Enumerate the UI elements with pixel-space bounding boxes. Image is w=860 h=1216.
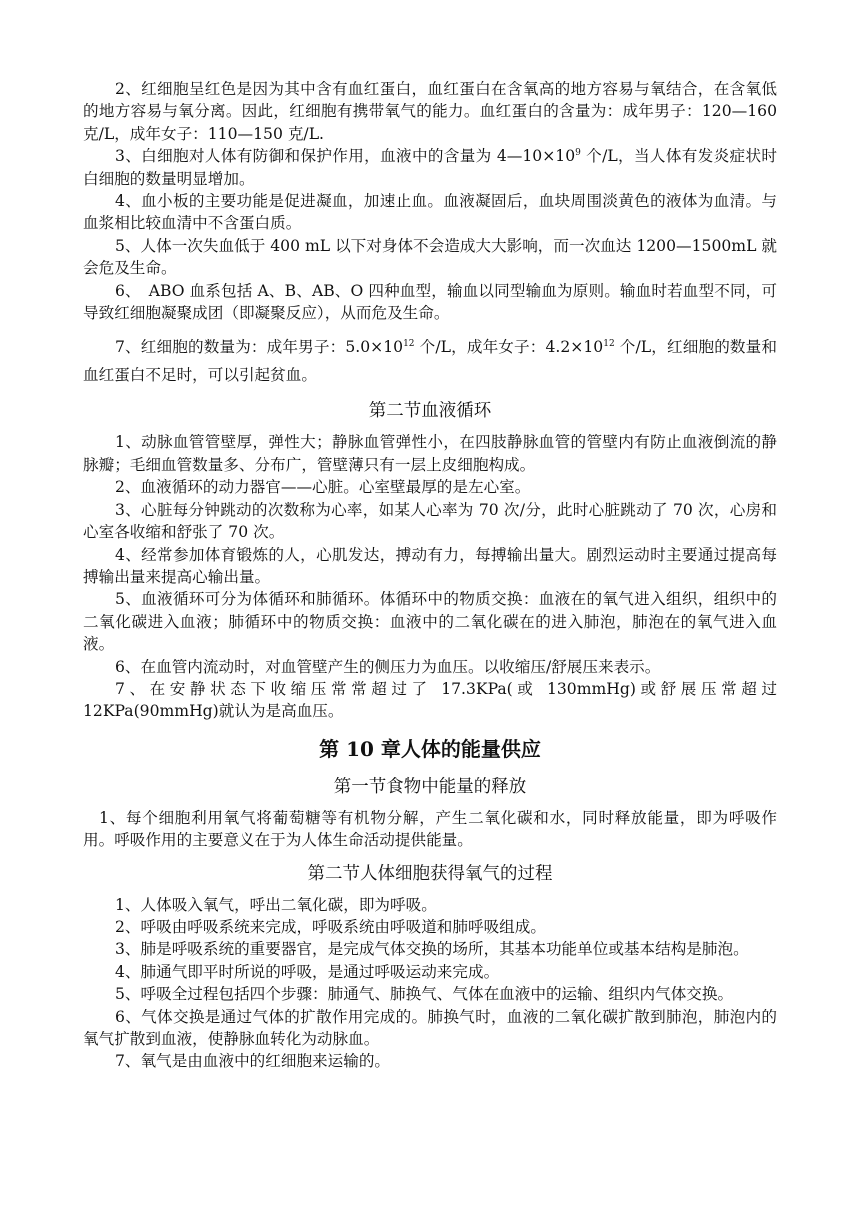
section-title-energy: 第一节食物中能量的释放 [333, 776, 527, 797]
blood-item-7-text-end: 个/L，红细胞的数量和血红蛋白不足时，可以引起贫血。 [83, 338, 777, 385]
blood-item-3-text: 3、白细胞对人体有防御和保护作用，血液中的含量为 4—10×10 [115, 147, 576, 166]
blood-item-3-text-end: 个/L，当人体有发炎症状时白细胞的数量明显增加。 [83, 147, 777, 188]
circulation-item: 5、血液循环可分为体循环和肺循环。体循环中的物质交换：血液在的氧气进入组织，组织中的二氧化碳进入血液；肺循环中的物质交换：血液中的二氧化碳在的进入肺泡，肺泡在的氧气进入血液。 [83, 590, 777, 654]
blood-item-7 [83, 333, 777, 389]
blood-item-3 [83, 145, 777, 190]
oxygen-item: 3、肺是呼吸系统的重要器官，是完成气体交换的场所，其基本功能单位或基本结构是肺泡。 [115, 940, 749, 959]
blood-item-2: 2、红细胞呈红色是因为其中含有血红蛋白，血红蛋白在含氧高的地方容易与氧结合，在含氧低的地方容易与氧分离。因此，红细胞有携带氧气的能力。血红蛋白的含量为：成年男子：120—160 克/L，成年女子：110—150 克/L. [83, 80, 777, 143]
exponent: 9 [575, 148, 581, 159]
circulation-item: 6、在血管内流动时，对血管壁产生的侧压力为血压。以收缩压/舒展压来表示。 [115, 657, 661, 676]
oxygen-item: 2、呼吸由呼吸系统来完成，呼吸系统由呼吸道和肺呼吸组成。 [115, 917, 546, 936]
exponent: 12 [403, 339, 415, 350]
blood-item-6: 6、 ABO 血系包括 A、B、AB、O 四种血型，输血以同型输血为原则。输血时若血型不同，可导致红细胞凝聚成团（即凝聚反应），从而危及生命。 [83, 281, 777, 323]
circulation-item: 4、经常参加体育锻炼的人，心肌发达，搏动有力，每搏输出量大。剧烈运动时主要通过提高每搏输出量来提高心输出量。 [83, 545, 777, 586]
oxygen-item: 1、人体吸入氧气，呼出二氧化碳，即为呼吸。 [115, 895, 437, 914]
oxygen-item: 7、氧气是由血液中的红细胞来运输的。 [115, 1052, 391, 1071]
circulation-item: 7、在安静状态下收缩压常常超过了 17.3KPa(或 130mmHg)或舒展压常超过 12KPa(90mmHg)就认为是高血压。 [83, 679, 777, 721]
circulation-item: 2、血液循环的动力器官——心脏。心室壁最厚的是左心室。 [115, 478, 531, 497]
blood-item-5: 5、人体一次失血低于 400 mL 以下对身体不会造成大大影响，而一次血达 1200—1500mL 就会危及生命。 [83, 236, 777, 278]
blood-item-7-text-mid: 个/L，成年女子：4.2×10 [414, 338, 604, 357]
chapter-title: 第 10 章人体的能量供应 [319, 736, 541, 761]
energy-item: 1、每个细胞利用氧气将葡萄糖等有机物分解，产生二氧化碳和水，同时释放能量，即为呼吸作用。呼吸作用的主要意义在于为人体生命活动提供能量。 [83, 808, 777, 850]
circulation-item: 1、动脉血管管壁厚，弹性大；静脉血管弹性小，在四肢静脉血管的管壁内有防止血液倒流的静脉瓣；毛细血管数量多、分布广，管壁薄只有一层上皮细胞构成。 [83, 433, 777, 474]
blood-item-7-text: 7、红细胞的数量为：成年男子：5.0×10 [115, 338, 404, 357]
oxygen-item: 6、气体交换是通过气体的扩散作用完成的。肺换气时，血液的二氧化碳扩散到肺泡，肺泡内的氧气扩散到血液，使静脉血转化为动脉血。 [83, 1007, 777, 1048]
section-title-circulation: 第二节血液循环 [368, 401, 492, 422]
exponent: 12 [603, 339, 615, 350]
section-title-oxygen: 第二节人体细胞获得氧气的过程 [307, 863, 553, 884]
oxygen-item: 5、呼吸全过程包括四个步骤：肺通气、肺换气、气体在血液中的运输、组织内气体交换。 [115, 985, 734, 1004]
circulation-item: 3、心脏每分钟跳动的次数称为心率，如某人心率为 70 次/分，此时心脏跳动了 70 次，心房和心室各收缩和舒张了 70 次。 [83, 500, 777, 542]
oxygen-item: 4、肺通气即平时所说的呼吸，是通过呼吸运动来完成。 [115, 962, 500, 981]
blood-item-4: 4、血小板的主要功能是促进凝血，加速止血。血液凝固后，血块周围淡黄色的液体为血清。与血浆相比较血清中不含蛋白质。 [83, 192, 777, 233]
